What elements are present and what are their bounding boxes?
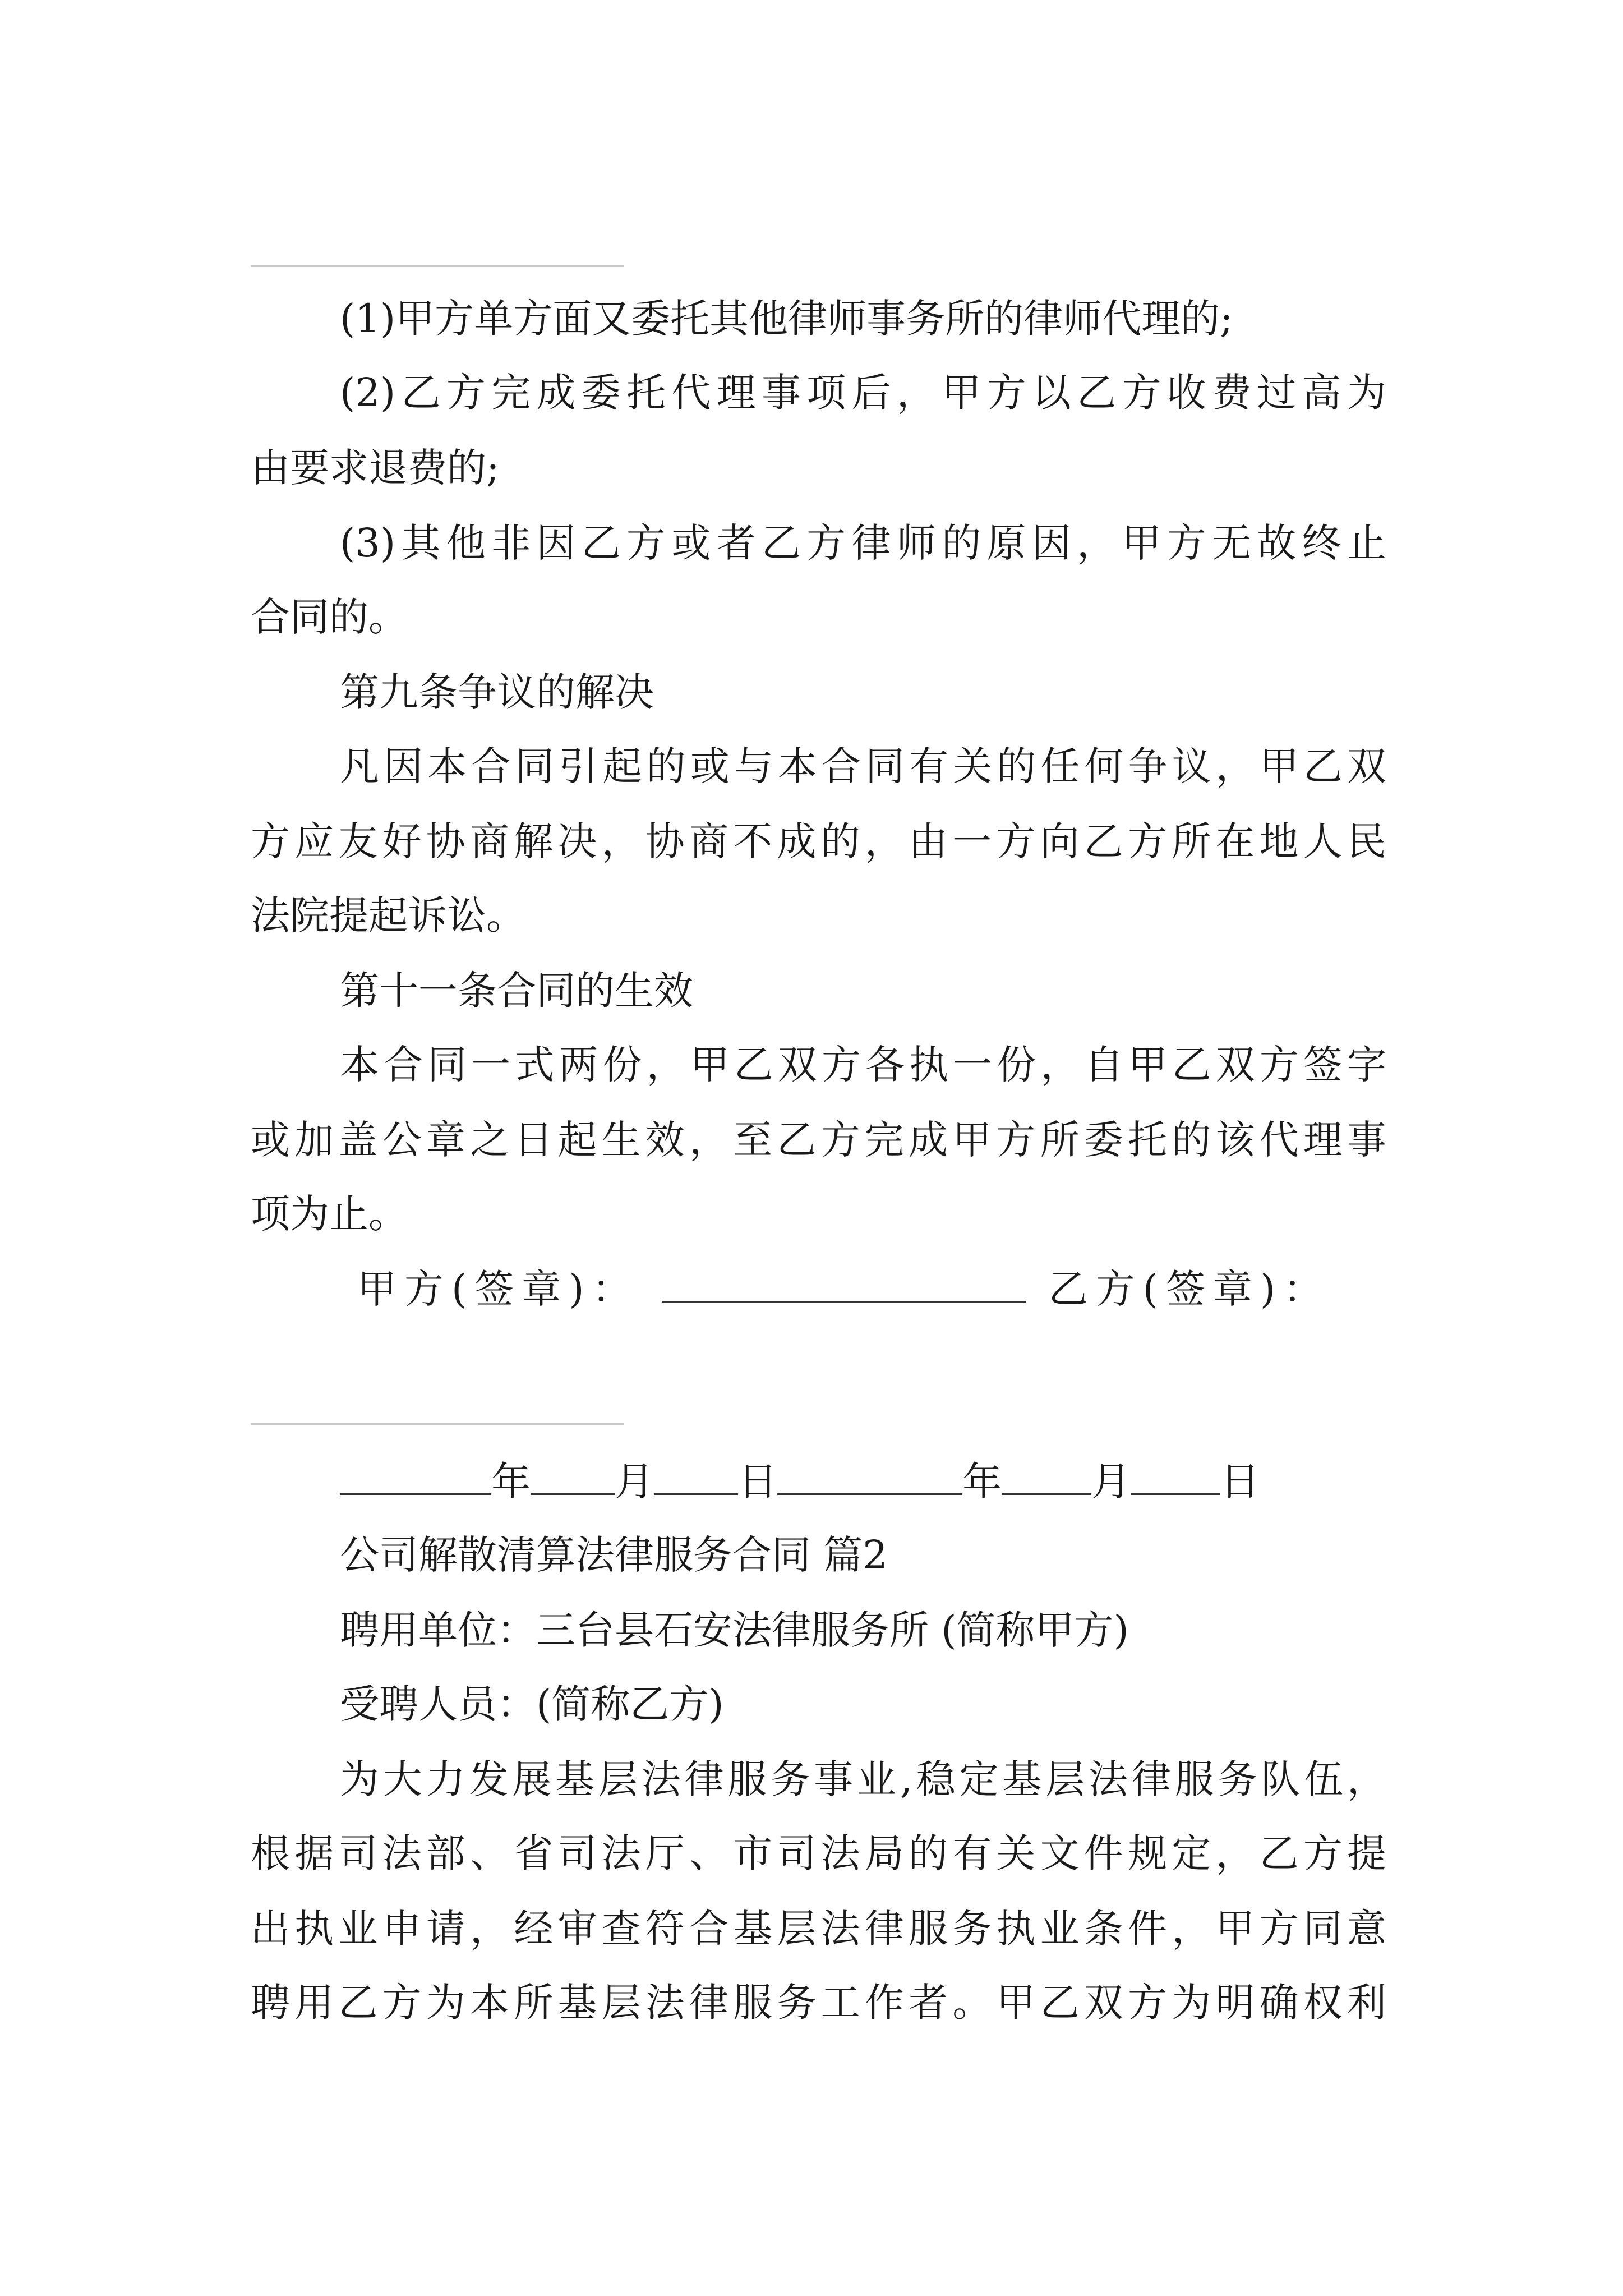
employee-line: 受聘人员：(简称乙方) bbox=[340, 1681, 724, 1727]
article-11-heading: 第十一条合同的生效 bbox=[340, 968, 693, 1014]
day-label-b: 日 bbox=[1220, 1458, 1260, 1504]
article-9-line-1: 凡因本合同引起的或与本合同有关的任何争议，甲乙双 bbox=[340, 743, 1386, 789]
day-blank-b bbox=[1131, 1458, 1220, 1495]
article-9-line-2: 方应友好协商解决，协商不成的，由一方向乙方所在地人民 bbox=[251, 818, 1386, 864]
clause-item-3-line-2: 合同的。 bbox=[251, 594, 408, 640]
preamble-line-3: 出执业申请，经审查符合基层法律服务执业条件，甲方同意 bbox=[251, 1906, 1386, 1952]
top-divider bbox=[251, 265, 624, 267]
article-11-line-2: 或加盖公章之日起生效，至乙方完成甲方所委托的该代理事 bbox=[251, 1117, 1386, 1163]
party-a-signature-label: 甲方(签章)： bbox=[357, 1266, 639, 1312]
day-blank-a bbox=[654, 1458, 738, 1495]
article-11-line-3: 项为止。 bbox=[251, 1191, 408, 1237]
month-blank-a bbox=[531, 1458, 615, 1495]
clause-item-2-line-1: (2)乙方完成委托代理事项后，甲方以乙方收费过高为 bbox=[340, 370, 1386, 416]
preamble-line-1: 为大力发展基层法律服务事业,稳定基层法律服务队伍， bbox=[340, 1756, 1386, 1802]
month-label-a: 月 bbox=[615, 1458, 654, 1504]
year-blank-a bbox=[340, 1458, 491, 1495]
year-label-b: 年 bbox=[962, 1458, 1002, 1504]
article-9-line-3: 法院提起诉讼。 bbox=[251, 892, 525, 938]
year-label-a: 年 bbox=[491, 1458, 531, 1504]
day-label-a: 日 bbox=[738, 1458, 777, 1504]
clause-item-3-line-1: (3)其他非因乙方或者乙方律师的原因，甲方无故终止 bbox=[340, 520, 1386, 566]
party-b-signature-label: 乙方(签章)： bbox=[1048, 1266, 1331, 1312]
clause-item-2-line-2: 由要求退费的; bbox=[251, 445, 500, 491]
date-row bbox=[340, 1458, 1260, 1504]
month-label-b: 月 bbox=[1091, 1458, 1131, 1504]
contract-2-title: 公司解散清算法律服务合同 篇2 bbox=[340, 1532, 888, 1578]
preamble-line-2: 根据司法部、省司法厅、市司法局的有关文件规定，乙方提 bbox=[251, 1830, 1386, 1876]
middle-divider bbox=[251, 1423, 624, 1425]
article-11-line-1: 本合同一式两份，甲乙双方各执一份，自甲乙双方签字 bbox=[340, 1042, 1386, 1088]
preamble-line-4: 聘用乙方为本所基层法律服务工作者。甲乙双方为明确权利 bbox=[251, 1980, 1386, 2026]
article-9-heading: 第九条争议的解决 bbox=[340, 669, 654, 715]
signature-row bbox=[251, 1267, 1386, 1312]
party-a-signature-blank bbox=[662, 1267, 1026, 1303]
month-blank-b bbox=[1002, 1458, 1091, 1495]
year-blank-b bbox=[777, 1458, 962, 1495]
clause-item-1: (1)甲方单方面又委托其他律师事务所的律师代理的; bbox=[340, 296, 1233, 342]
employer-line: 聘用单位：三台县石安法律服务所 (简称甲方) bbox=[340, 1607, 1129, 1653]
